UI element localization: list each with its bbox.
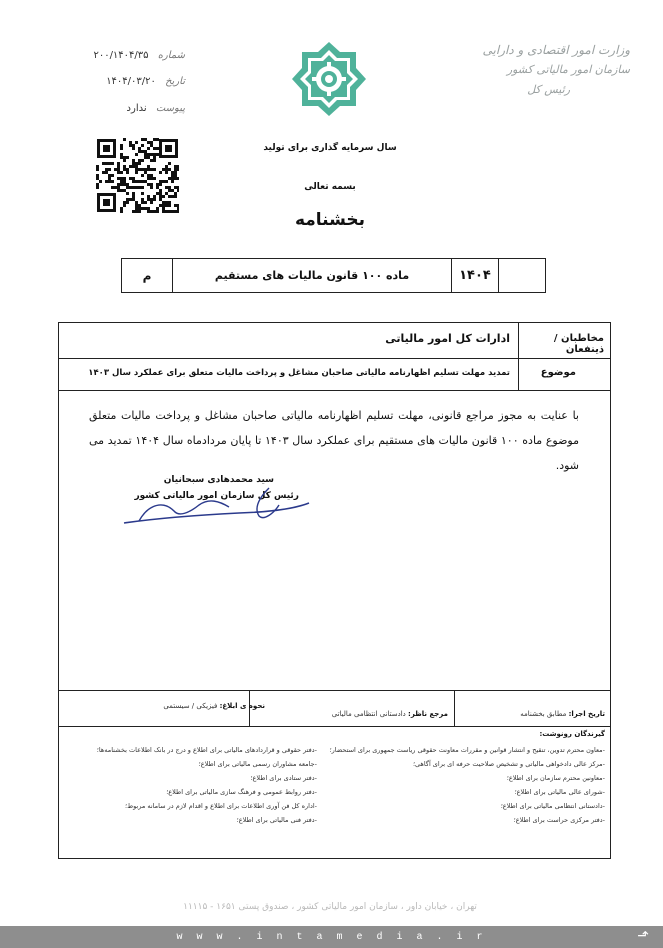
signer-name: سید محمدهادی سبحانیان [163,475,274,485]
cc-right-item: -دادستانی انتظامی مالیاتی برای اطلاع؛ [500,802,605,810]
cc-left-item: -دفتر ستادی برای اطلاع؛ [250,774,317,782]
cc-left-item: -دفتر روابط عمومی و فرهنگ سازی مالیاتی برای اطلاع؛ [166,788,317,796]
footer-bar [0,926,663,948]
reference-date [95,76,185,87]
site-watermark: w w w . i n t a m e d i a . i r [176,931,487,943]
main-frame [58,322,611,859]
attachment-label: پیوست [155,103,185,114]
qr-code [96,138,179,213]
tax-organization-logo [290,40,368,118]
cc-right-item: -معاونین محترم سازمان برای اطلاع؛ [506,774,605,782]
cc-title: گیرندگان رونوشت: [539,730,605,738]
number-value: ۲۰۰/۱۴۰۴/۳۵ [93,50,149,61]
cc-right-item: -دفتر مرکزی حراست برای اطلاع؛ [513,816,605,824]
footer-address: تهران ، خیابان داور ، سازمان امور مالیاتی کشور ، صندوق پستی ۱۶۵۱ - ۱۱۱۱۵ [183,902,477,912]
date-value: ۱۴۰۴/۰۳/۲۰ [106,76,156,87]
circular-body: با عنایت به مجوز مراجع قانونی، مهلت تسلیم اظهارنامه مالیاتی صاحبان مشاغل و پرداخت مالیات متعلق موضوع ماده ۱۰۰ قانون مالیات های مستقیم برای عملکرد سال ۱۴۰۳ تا پایان مردادماه سال ۱۴۰۴ تمدید می شود. [89,409,579,472]
attachment-value: ندارد [126,103,147,114]
number-label: شماره [157,50,185,61]
notification-method [163,702,265,710]
ministry-line-2: سازمان امور مالیاتی کشور [506,63,630,76]
execution-date [520,710,605,718]
reference-number [95,50,185,61]
notification-method-label: نحوه ی ابلاغ: [219,702,265,710]
ministry-line-1: وزارت امور اقتصادی و دارایی [482,43,630,57]
recipients-label: مخاطبان / ذینفعان [553,333,604,355]
id-year: ۱۴۰۴ [459,268,491,283]
cc-left-item: -جامعه مشاوران رسمی مالیاتی برای اطلاع؛ [198,760,317,768]
cc-right-list [325,743,605,827]
date-label: تاریخ [165,76,185,87]
cc-right-item: -شورای عالی مالیاتی برای اطلاع؛ [514,788,605,796]
circular-id-box [121,258,546,293]
ministry-heading [470,40,630,100]
supervising-authority-value: دادستانی انتظامی مالیاتی [331,710,406,718]
reference-attachment [95,103,185,114]
document-title: بخشنامه [294,210,366,230]
ministry-line-3: رئیس کل [527,83,570,96]
besmeh: بسمه تعالی [304,182,356,192]
subject-value: تمدید مهلت تسلیم اظهارنامه مالیاتی صاحبان مشاغل و پرداخت مالیات متعلق برای عملکرد سال ۱۴۰۳ [88,368,510,378]
notification-method-value: فیزیکی / سیستمی [163,702,218,710]
corner-arrow-icon: ⬏ [637,928,649,944]
subject-label: موضوع [540,367,576,378]
cc-right-item: -مرکز عالی دادخواهی مالیاتی و تشخیص صلاحیت حرفه ای برای آگاهی؛ [412,760,605,768]
id-code-cell [122,259,172,292]
cc-left-item: -دفتر حقوقی و قراردادهای مالیاتی برای اطلاع و درج در بانک اطلاعات بخشنامه‌ها؛ [96,746,317,754]
signature-scribble [119,483,319,528]
cc-left-item: -اداره کل فن آوری اطلاعات برای اطلاع و اقدام لازم در سامانه مربوط؛ [125,802,317,810]
year-motto: سال سرمایه گذاری برای تولید [263,143,397,153]
cc-left-list [62,743,317,827]
cc-right-item: -معاون محترم تدوین، تنقیح و انتشار قوانین و مقررات معاونت حقوقی ریاست جمهوری برای استحضار؛ [329,746,605,754]
signer-title: رئیس کل سازمان امور مالیاتی کشور [134,491,299,501]
execution-date-value: مطابق بخشنامه [520,710,567,718]
supervising-authority-label: مرجع ناظر: [408,710,448,718]
execution-date-label: تاریخ اجرا: [568,710,605,718]
cc-left-item: -دفتر فنی مالیاتی برای اطلاع؛ [236,816,317,824]
id-year-cell [452,259,498,292]
id-subject-cell [173,259,451,292]
id-subject: ماده ۱۰۰ قانون مالیات های مستقیم [214,269,410,282]
id-code: م [142,268,152,283]
recipients-value: ادارات کل امور مالیاتی [385,332,510,345]
supervising-authority [332,710,448,718]
